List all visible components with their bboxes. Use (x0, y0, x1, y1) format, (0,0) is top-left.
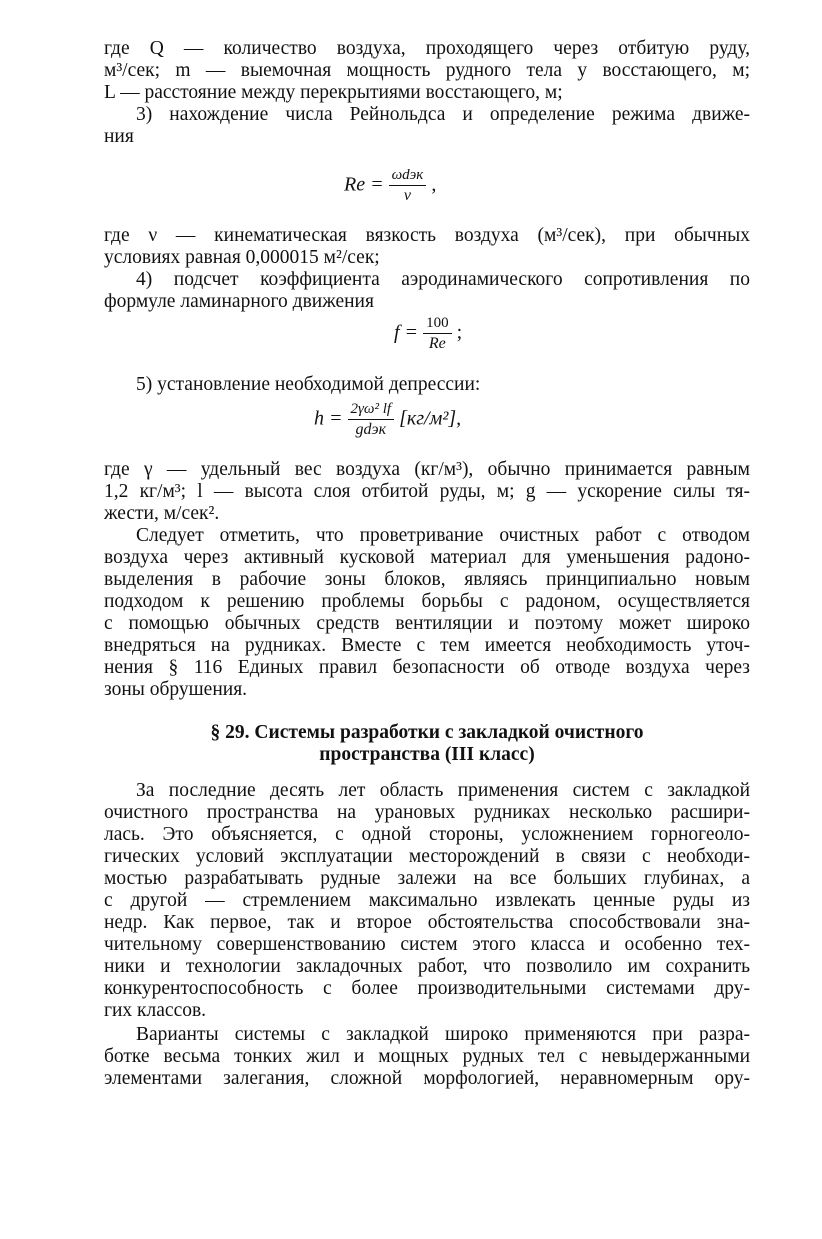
text-line: мостью разрабатывать рудные залежи на все больших глубинах, а (104, 868, 750, 889)
text-line: м³/сек; m — выемочная мощность рудного тела у восстающего, м; (104, 60, 750, 81)
formula-numerator: ωdэк (389, 166, 427, 186)
formula-lhs: f = (394, 321, 419, 344)
text-line: Варианты системы с закладкой широко применяются при разра- (136, 1024, 750, 1045)
heading-line: § 29. Системы разработки с закладкой очистного (210, 722, 644, 743)
formula-denominator: ν (403, 187, 412, 204)
text-line: 1,2 кг/м³; l — высота слоя отбитой руды, м; g — ускорение силы тя- (104, 481, 750, 502)
text-line: 5) установление необходимой депрессии: (136, 374, 481, 395)
text-line: лась. Это объясняется, с одной стороны, усложнением горногеоло- (104, 824, 750, 845)
formula-fraction (423, 314, 452, 354)
text-line: подходом к решению проблемы борьбы с радоном, осуществляется (104, 591, 750, 612)
text-line: с помощью обычных средств вентиляции и поэтому может широко (104, 613, 750, 634)
formula-denominator: gdэк (355, 421, 387, 438)
text-line: внедряться на рудниках. Вместе с тем имеется необходимость уточ- (104, 635, 750, 656)
paragraph-viscosity (104, 225, 750, 313)
text-line: Следует отметить, что проветривание очистных работ с отводом (136, 525, 750, 546)
formula-tail: [кг/м²], (399, 407, 462, 430)
text-line: где ν — кинематическая вязкость воздуха (м³/сек), при обычных (104, 225, 750, 246)
text-line: гих классов. (104, 1000, 207, 1021)
formula-friction (394, 314, 462, 354)
text-line: 4) подсчет коэффициента аэродинамического сопротивления по (136, 269, 750, 290)
paragraph-depression (104, 374, 750, 396)
text-line: ники и технологии закладочных работ, что позволило им сохранить (104, 956, 750, 977)
text-line: выделения в рабочие зоны блоков, являясь принципиально новым (104, 569, 750, 590)
text-line: формуле ламинарного движения (104, 291, 374, 312)
text-line: нения § 116 Единых правил безопасности об отводе воздуха через (104, 657, 750, 678)
text-line: очистного пространства на урановых рудниках несколько расшири- (104, 802, 750, 823)
text-line: ния (104, 126, 134, 147)
formula-fraction (389, 166, 427, 206)
formula-depression (314, 400, 461, 440)
text-line: ботке весьма тонких жил и мощных рудных тел с невыдержанными (104, 1046, 750, 1067)
paragraph-variants (104, 1024, 750, 1090)
text-line: зоны обрушения. (104, 679, 248, 700)
formula-reynolds (344, 166, 436, 206)
text-line: где Q — количество воздуха, проходящего через отбитую руду, (104, 38, 750, 59)
formula-tail: , (431, 173, 437, 196)
text-line: жести, м/сек². (104, 503, 220, 524)
formula-denominator: Re (428, 335, 446, 352)
text-line: элементами залегания, сложной морфологией, неравномерным ору- (104, 1068, 750, 1089)
text-line: 3) нахождение числа Рейнольдса и определение режима движе- (136, 104, 750, 125)
formula-lhs: h = (314, 407, 343, 430)
text-line: За последние десять лет область применения систем с закладкой (136, 780, 750, 801)
paragraph-backfill-intro (104, 780, 750, 1022)
formula-numerator: 100 (423, 314, 452, 334)
text-line: недр. Как первое, так и второе обстоятельства способствовали зна- (104, 912, 750, 933)
text-line: условиях равная 0,000015 м²/сек; (104, 247, 380, 268)
text-line: где γ — удельный вес воздуха (кг/м³), обычно принимается равным (104, 459, 750, 480)
text-line: чительному совершенствованию систем этого класса и особенно тех- (104, 934, 750, 955)
formula-tail: ; (456, 321, 463, 344)
section-heading (104, 722, 750, 766)
text-line: с другой — стремлением максимально извлекать ценные руды из (104, 890, 750, 911)
text-line: конкурентоспособность с более производительными системами дру- (104, 978, 750, 999)
formula-fraction (348, 400, 395, 440)
paragraph-variables-q (104, 38, 750, 148)
formula-lhs: Re = (344, 173, 384, 196)
text-line: воздуха через активный кусковой материал для уменьшения радоно- (104, 547, 750, 568)
text-line: гических условий эксплуатации месторождений в связи с необходи- (104, 846, 750, 867)
heading-line: пространства (III класс) (319, 744, 535, 765)
paragraph-ventilation (104, 525, 750, 701)
paragraph-specific-weight (104, 459, 750, 525)
text-line: L — расстояние между перекрытиями восстающего, м; (104, 82, 563, 103)
formula-numerator: 2γω² lf (348, 400, 395, 420)
